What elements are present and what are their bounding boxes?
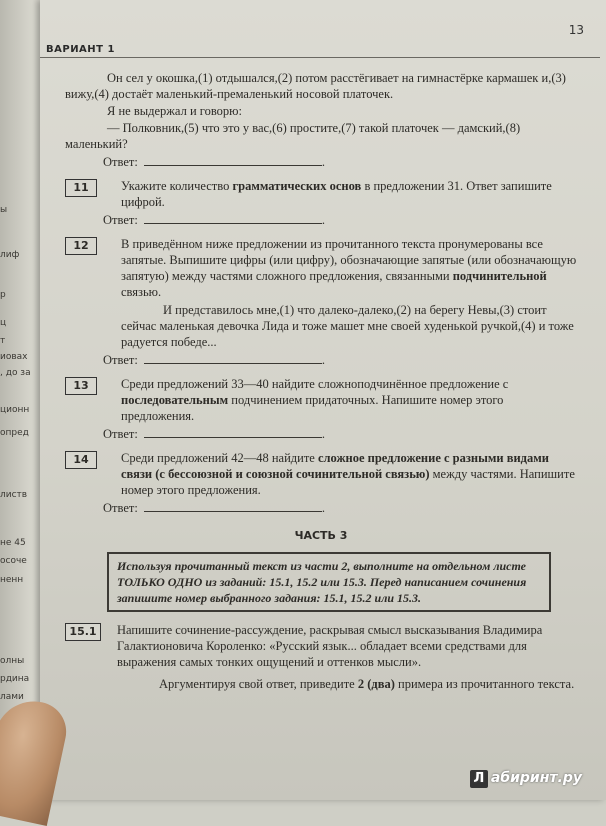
watermark-text: абиринт.ру [490,770,582,786]
answer-row: Ответ: . [103,213,325,227]
edge-fragment: р [0,290,6,300]
edge-fragment: лиф [0,250,20,260]
edge-fragment: иовах [0,352,28,362]
task-text: Среди предложений 42—48 найдите [121,451,318,465]
edge-fragment: ционн [0,405,30,415]
variant-heading: ВАРИАНТ 1 [46,44,115,55]
edge-fragment: осоче [0,556,27,566]
answer-label: Ответ: [103,353,138,367]
task-text: Среди предложений 33—40 найдите сложноподчинённое предложение с [121,377,509,391]
task-number-box: 12 [65,237,97,255]
answer-line [144,352,322,364]
previous-page-edge [0,0,34,800]
task-text: между частями. Напишите номер этого предложения. [121,467,575,497]
task-text-bold: последовательным [121,393,229,407]
text-paragraph: Я не выдержал и говорю: [107,104,242,118]
task-text: связью. [121,285,162,299]
answer-line [144,212,322,224]
answer-line [144,500,322,512]
task-text: В приведённом ниже предложении из прочитанного текста пронумерованы все запятые. Выпишите цифры (или цифру), обозначающие запятые (или обозначающую запятую) между частями сложного предложения, связанными [121,237,577,283]
edge-fragment: опред [0,428,29,438]
edge-fragment: т [0,336,6,346]
task-12 [65,236,577,350]
answer-label: Ответ: [103,427,138,441]
task-text-bold: 2 (два) [357,677,395,691]
answer-row: Ответ: . [103,501,325,515]
edge-fragment: ы [0,205,8,215]
header-rule [40,57,600,58]
answer-line [144,426,322,438]
task-11 [65,178,577,210]
page-content [65,70,577,693]
task-text-bold: подчинительной [452,269,547,283]
task-text: Напишите сочинение-рассуждение, раскрывая смысл высказывания Владимира Галактионовича Короленко: «Русский язык... обладает всеми средствами для выражения самых тонких ощущений и оттенков мысли». [117,623,543,669]
answer-row: Ответ: . [103,427,325,441]
task-number-box: 14 [65,451,97,469]
edge-fragment: олны [0,656,25,666]
text-paragraph: Он сел у окошка,(1) отдышался,(2) потом расстёгивает на гимнастёрке кармашек и,(3) вижу,(4) достаёт маленький-премаленький носовой платочек. [65,71,566,101]
book-page [40,0,606,800]
task-text: Укажите количество [121,179,233,193]
answer-label: Ответ: [103,501,138,515]
answer-label: Ответ: [103,213,138,227]
task-text-bold: сложное предложение с разными видами связи (с бессоюзной и союзной сочинительной связью) [121,451,549,481]
edge-fragment: ненн [0,575,24,585]
labirint-watermark [470,770,582,788]
edge-fragment: лами [0,692,24,702]
edge-fragment: листв [0,490,28,500]
answer-line [144,154,322,166]
labirint-logo-icon: Л [470,770,488,788]
argument-paragraph [117,676,577,692]
task-number-box: 15.1 [65,623,101,641]
task-number-box: 11 [65,179,97,197]
instruction-box: Используя прочитанный текст из части 2, выполните на отдельном листе ТОЛЬКО ОДНО из заданий: 15.1, 15.2 или 15.3. Перед написанием сочинения запишите номер выбранного задания: 15.1, 15.2 или 15.3. [107,552,551,612]
example-sentence: И представилось мне,(1) что далеко-далеко,(2) на берегу Невы,(3) стоит сейчас маленькая девочка Лида и тоже машет мне своей худенькой ручкой,(4) и тоже радуется победе... [121,303,574,349]
edge-fragment: рдина [0,674,30,684]
task-15-1 [65,622,577,692]
edge-fragment: ц [0,318,7,328]
answer-row: Ответ: . [103,155,325,169]
answer-row: Ответ: . [103,353,325,367]
task-14 [65,450,577,498]
task-text: подчинением придаточных. Напишите номер этого предложения. [121,393,504,423]
task-13 [65,376,577,424]
task-text-bold: грамматических основ [232,179,362,193]
task-text: примера из прочитанного текста. [394,677,575,691]
task-text: Аргументируя свой ответ, приведите [159,677,358,691]
text-paragraph: — Полковник,(5) что это у вас,(6) простите,(7) такой платочек — дамский,(8) маленький? [65,121,521,151]
edge-fragment: , до за [0,368,31,378]
task-number-box: 13 [65,377,97,395]
page-number: 13 [568,23,584,37]
answer-label: Ответ: [103,155,138,169]
edge-fragment: не 45 [0,538,26,548]
task-text: в предложении 31. Ответ запишите цифрой. [121,179,552,209]
part-3-title: ЧАСТЬ 3 [294,529,348,542]
